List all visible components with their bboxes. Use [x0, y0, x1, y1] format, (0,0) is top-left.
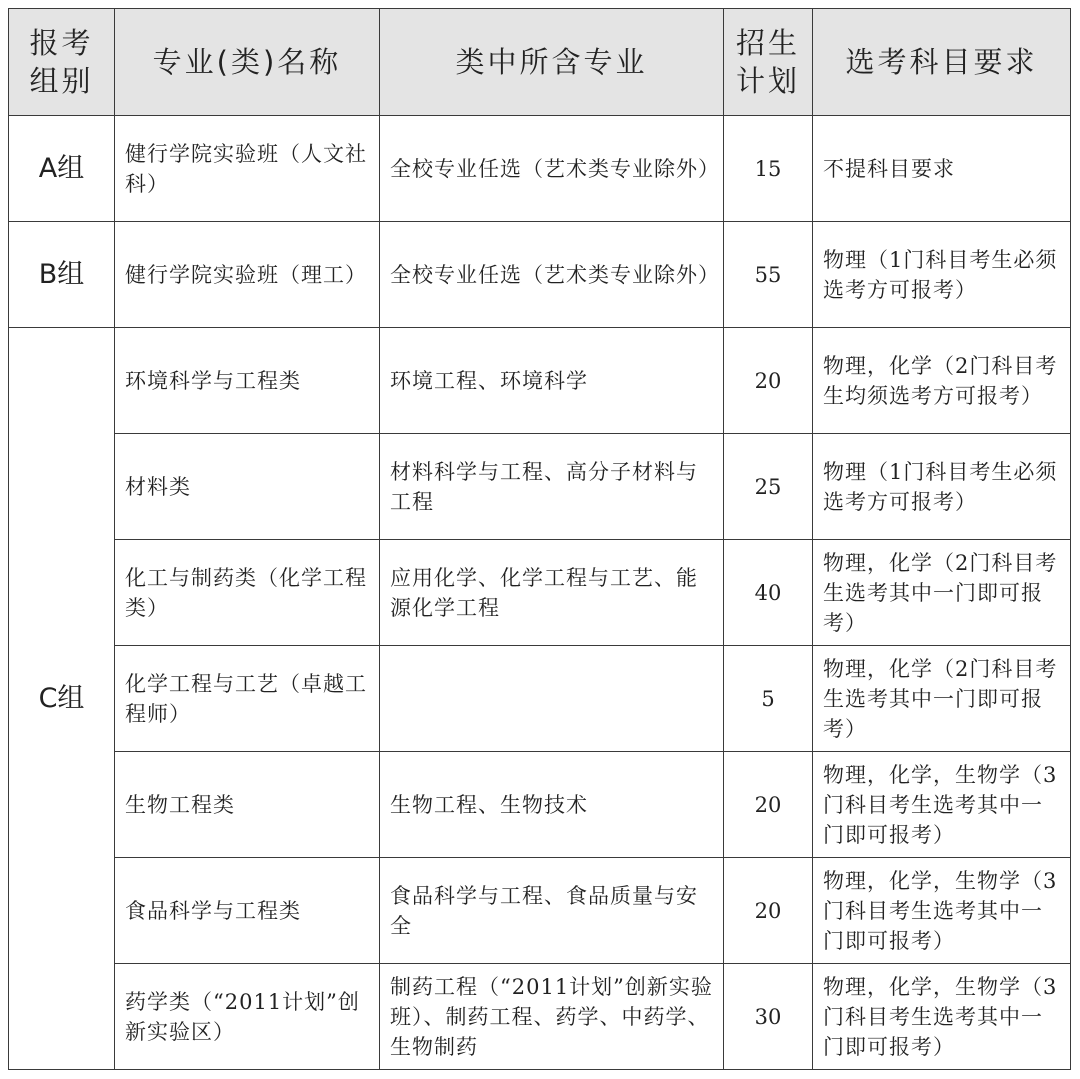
table-row [9, 222, 1071, 328]
major-name-cell: 环境科学与工程类 [115, 328, 380, 434]
requirement-cell: 物理，化学（2门科目考生选考其中一门即可报考） [813, 646, 1071, 752]
requirement-cell: 物理，化学，生物学（3门科目考生选考其中一门即可报考） [813, 858, 1071, 964]
quota-cell: 25 [724, 434, 813, 540]
table-row [9, 540, 1071, 646]
quota-cell: 20 [724, 328, 813, 434]
included-majors-cell: 食品科学与工程、食品质量与安全 [380, 858, 724, 964]
included-majors-cell [380, 646, 724, 752]
major-name-cell: 化学工程与工艺（卓越工程师） [115, 646, 380, 752]
requirement-cell: 不提科目要求 [813, 116, 1071, 222]
group-label: C组 [9, 328, 115, 1070]
table-row [9, 964, 1071, 1070]
table-row [9, 646, 1071, 752]
included-majors-cell: 全校专业任选（艺术类专业除外） [380, 116, 724, 222]
requirement-cell: 物理（1门科目考生必须选考方可报考） [813, 222, 1071, 328]
included-majors-cell: 应用化学、化学工程与工艺、能源化学工程 [380, 540, 724, 646]
requirement-cell: 物理，化学，生物学（3门科目考生选考其中一门即可报考） [813, 964, 1071, 1070]
header-subject-requirement: 选考科目要求 [813, 9, 1071, 116]
quota-cell: 5 [724, 646, 813, 752]
group-label: A组 [9, 116, 115, 222]
requirement-cell: 物理，化学（2门科目考生均须选考方可报考） [813, 328, 1071, 434]
quota-cell: 40 [724, 540, 813, 646]
header-row [9, 9, 1071, 116]
table-row [9, 116, 1071, 222]
major-name-cell: 健行学院实验班（人文社科） [115, 116, 380, 222]
included-majors-cell: 制药工程（“2011计划”创新实验班）、制药工程、药学、中药学、生物制药 [380, 964, 724, 1070]
major-name-cell: 生物工程类 [115, 752, 380, 858]
included-majors-cell: 材料科学与工程、高分子材料与工程 [380, 434, 724, 540]
quota-cell: 15 [724, 116, 813, 222]
table-row [9, 434, 1071, 540]
quota-cell: 30 [724, 964, 813, 1070]
header-group: 报考组别 [9, 9, 115, 116]
included-majors-cell: 生物工程、生物技术 [380, 752, 724, 858]
requirement-cell: 物理，化学（2门科目考生选考其中一门即可报考） [813, 540, 1071, 646]
quota-cell: 20 [724, 858, 813, 964]
requirement-cell: 物理，化学，生物学（3门科目考生选考其中一门即可报考） [813, 752, 1071, 858]
admissions-table [8, 8, 1071, 1070]
table-row [9, 328, 1071, 434]
major-name-cell: 食品科学与工程类 [115, 858, 380, 964]
quota-cell: 55 [724, 222, 813, 328]
table-row [9, 752, 1071, 858]
table-row [9, 858, 1071, 964]
included-majors-cell: 环境工程、环境科学 [380, 328, 724, 434]
major-name-cell: 材料类 [115, 434, 380, 540]
requirement-cell: 物理（1门科目考生必须选考方可报考） [813, 434, 1071, 540]
header-enrollment-plan: 招生计划 [724, 9, 813, 116]
quota-cell: 20 [724, 752, 813, 858]
header-major-name: 专业(类)名称 [115, 9, 380, 116]
major-name-cell: 药学类（“2011计划”创新实验区） [115, 964, 380, 1070]
header-included-majors: 类中所含专业 [380, 9, 724, 116]
major-name-cell: 化工与制药类（化学工程类） [115, 540, 380, 646]
major-name-cell: 健行学院实验班（理工） [115, 222, 380, 328]
included-majors-cell: 全校专业任选（艺术类专业除外） [380, 222, 724, 328]
group-label: B组 [9, 222, 115, 328]
